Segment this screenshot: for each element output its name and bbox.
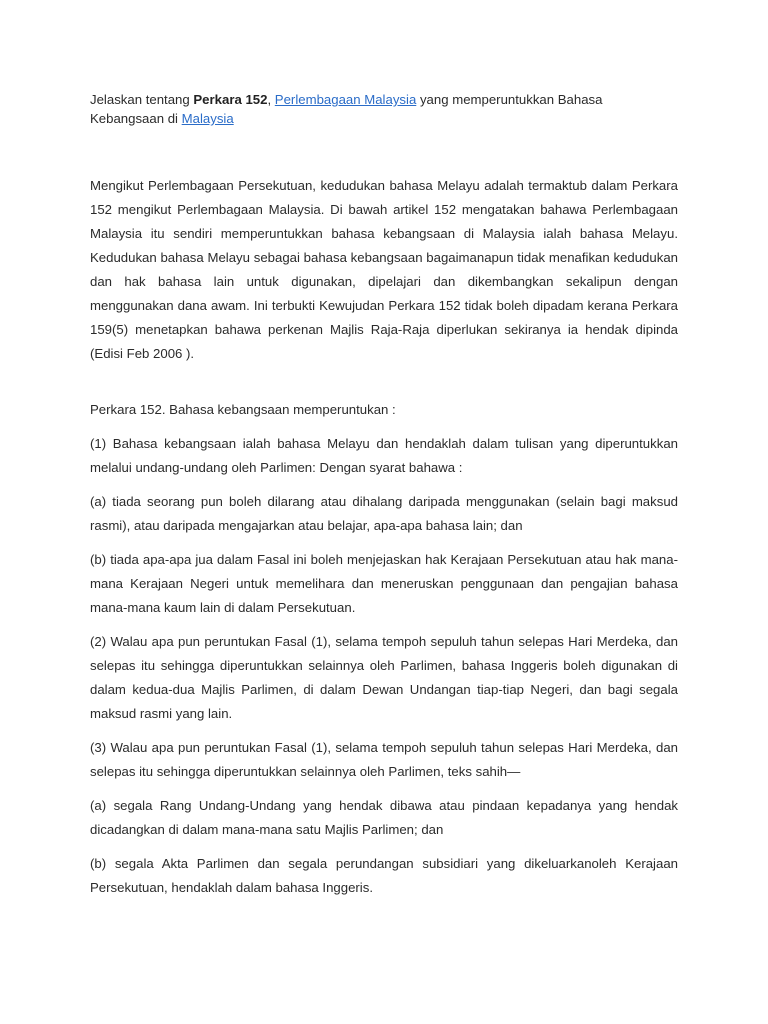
question-middle: yang memperuntukkan Bahasa Kebangsaan di (90, 92, 603, 126)
clause-3a: (a) segala Rang Undang-Undang yang hendak dibawa atau pindaan kepadanya yang hendak dicadangkan di dalam mana-mana satu Majlis Parlimen; dan (90, 798, 678, 837)
document-page (90, 90, 678, 910)
question-heading (90, 90, 678, 128)
malaysia-link[interactable]: Malaysia (181, 111, 234, 126)
question-prefix: Jelaskan tentang (90, 92, 194, 107)
perlembagaan-malaysia-link[interactable]: Perlembagaan Malaysia (274, 92, 417, 107)
clause-1b: (b) tiada apa-apa jua dalam Fasal ini boleh menjejaskan hak Kerajaan Persekutuan atau hak mana-mana Kerajaan Negeri untuk memelihara dan meneruskan penggunaan dan pengajian bahasa mana-mana kaum lain di dalam Persekutuan. (90, 552, 678, 615)
clause-3b: (b) segala Akta Parlimen dan segala perundangan subsidiari yang dikeluarkanoleh Kerajaan Persekutuan, hendaklah dalam bahasa Inggeris. (90, 856, 678, 895)
clause-3: (3) Walau apa pun peruntukan Fasal (1), selama tempoh sepuluh tahun selepas Hari Merdeka, dan selepas itu sehingga diperuntukkan selainnya oleh Parlimen, teks sahih— (90, 740, 678, 779)
question-comma: , (267, 92, 275, 107)
intro-paragraph: Mengikut Perlembagaan Persekutuan, kedudukan bahasa Melayu adalah termaktub dalam Perkara 152 mengikut Perlembagaan Malaysia. Di bawah artikel 152 mengatakan bahawa Perlembagaan Malaysia itu sendiri memperuntukkan bahasa kebangsaan di Malaysia ialah bahasa Melayu. Kedudukan bahasa Melayu sebagai bahasa kebangsaan bagaimanapun tidak menafikan kedudukan dan hak bahasa lain untuk digunakan, dipelajari dan dikembangkan sekalipun dengan menggunakan dana awam. Ini terbukti Kewujudan Perkara 152 tidak boleh dipadam kerana Perkara 159(5) menetapkan bahawa perkenan Majlis Raja-Raja diperlukan sekiranya ia hendak dipinda (Edisi Feb 2006 ). (90, 178, 678, 361)
clause-1a: (a) tiada seorang pun boleh dilarang atau dihalang daripada menggunakan (selain bagi maksud rasmi), atau daripada mengajarkan atau belajar, apa-apa bahasa lain; dan (90, 494, 678, 533)
article-heading: Perkara 152. Bahasa kebangsaan memperuntukan : (90, 402, 396, 417)
clause-1: (1) Bahasa kebangsaan ialah bahasa Melayu dan hendaklah dalam tulisan yang diperuntukkan melalui undang-undang oleh Parlimen: Dengan syarat bahawa : (90, 436, 678, 475)
clause-2: (2) Walau apa pun peruntukan Fasal (1), selama tempoh sepuluh tahun selepas Hari Merdeka, dan selepas itu sehingga diperuntukkan selainnya oleh Parlimen, bahasa Inggeris boleh digunakan di dalam kedua-dua Majlis Parlimen, di dalam Dewan Undangan tiap-tiap Negeri, dan bagi segala maksud rasmi yang lain. (90, 634, 678, 721)
question-bold-term: Perkara 152 (193, 92, 268, 107)
